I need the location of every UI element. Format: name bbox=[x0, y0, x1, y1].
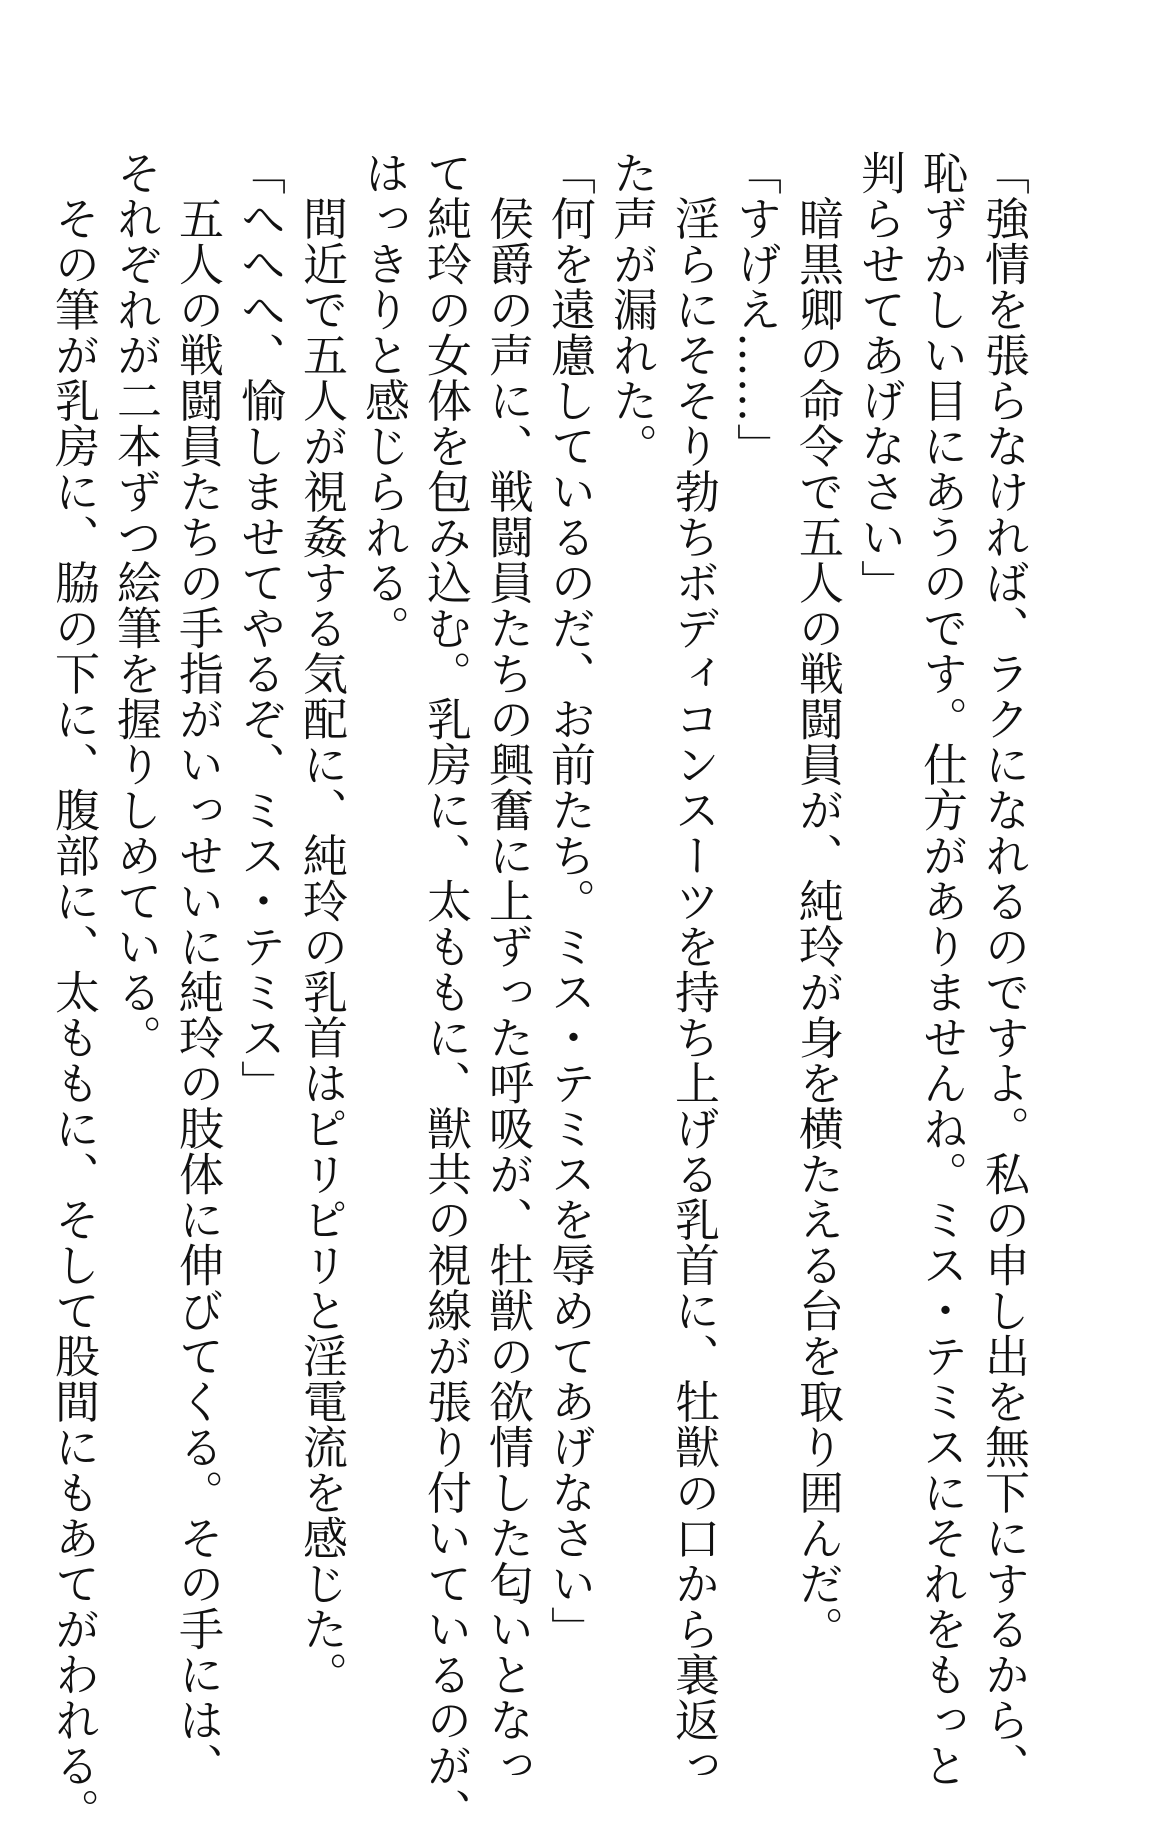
text-line: 暗黒卿の命令で五人の戦闘員が、純玲が身を横たえる台を取り囲んだ。 bbox=[791, 150, 844, 1652]
text-line: 五人の戦闘員たちの手指がいっせいに純玲の肢体に伸びてくる。その手には、 bbox=[171, 150, 224, 1788]
text-line: 「強情を張らなければ、ラクになれるのですよ。私の申し出を無下にするから、 bbox=[977, 150, 1030, 1788]
text-line: た声が漏れた。 bbox=[605, 150, 658, 469]
text-line: 「へへへ、愉しませてやるぞ、ミス・テミス」 bbox=[233, 150, 286, 1106]
text-line: 「すげえ……」 bbox=[729, 150, 782, 469]
text-line: て純玲の女体を包み込む。乳房に、太ももに、獣共の視線が張り付いているのが、 bbox=[419, 150, 472, 1834]
text-line: 侯爵の声に、戦闘員たちの興奮に上ずった呼吸が、牡獣の欲情した匂いとなっ bbox=[481, 150, 534, 1788]
text-line: 恥ずかしい目にあうのです。仕方がありませんね。ミス・テミスにそれをもっと bbox=[915, 150, 968, 1788]
vertical-text-body bbox=[47, 150, 1034, 1834]
text-line: はっきりと感じられる。 bbox=[357, 150, 410, 651]
text-line: 淫らにそそり勃ちボディコンスーツを持ち上げる乳首に、牡獣の口から裏返っ bbox=[667, 150, 720, 1788]
text-line: それぞれが二本ずつ絵筆を握りしめている。 bbox=[109, 150, 162, 1060]
text-line: 間近で五人が視姦する気配に、純玲の乳首はピリピリと淫電流を感じた。 bbox=[295, 150, 348, 1697]
text-line: 「何を遠慮しているのだ、お前たち。ミス・テミスを辱めてあげなさい」 bbox=[543, 150, 596, 1652]
text-line: 判らせてあげなさい」 bbox=[853, 150, 906, 605]
text-line: その筆が乳房に、脇の下に、腹部に、太ももに、そして股間にもあてがわれる。 bbox=[47, 150, 100, 1834]
